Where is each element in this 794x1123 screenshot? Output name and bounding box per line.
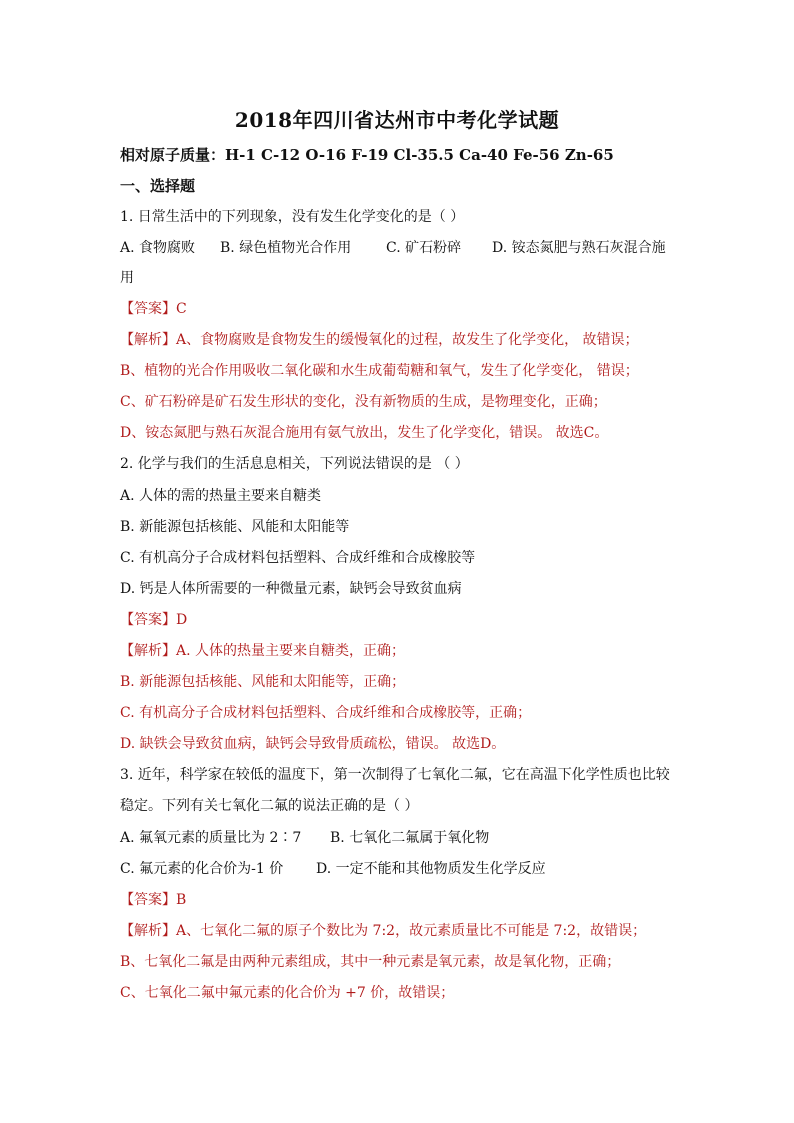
q3-option-a: A. 氟氧元素的质量比为 2∶7 (120, 830, 302, 846)
q2-option-c: C. 有机高分子合成材料包括塑料、合成纤维和合成橡胶等 (120, 550, 476, 566)
q3-option-b: B. 七氧化二氟属于氧化物 (330, 830, 490, 846)
q1-answer: 【答案】C (120, 301, 187, 317)
q3-option-d: D. 一定不能和其他物质发生化学反应 (316, 861, 546, 877)
q2-analysis-line: D. 缺铁会导致贫血病，缺钙会导致骨质疏松，错误。 故选D。 (120, 736, 506, 752)
q2-option-b: B. 新能源包括核能、风能和太阳能等 (120, 519, 350, 535)
q3-options-row-2 (120, 859, 680, 879)
q1-analysis-line: B、植物的光合作用吸收二氧化碳和水生成葡萄糖和氧气，发生了化学变化， 错误； (120, 363, 639, 379)
q1-analysis-line: D、铵态氮肥与熟石灰混合施用有氨气放出，发生了化学变化，错误。 故选C。 (120, 425, 609, 441)
q1-option-b: B. 绿色植物光合作用 (220, 240, 352, 256)
section-heading: 一、选择题 (120, 177, 196, 195)
q2-analysis-line: B. 新能源包括核能、风能和太阳能等，正确； (120, 674, 406, 690)
q3-stem: 3. 近年，科学家在较低的温度下，第一次制得了七氧化二氟，它在高温下化学性质也比较 (120, 767, 670, 783)
q1-option-c: C. 矿石粉碎 (386, 240, 462, 256)
q3-analysis-line: C、七氧化二氟中氟元素的化合价为 +7 价，故错误； (120, 985, 455, 1001)
q1-stem: 1. 日常生活中的下列现象，没有发生化学变化的是（ ） (120, 209, 465, 225)
q3-analysis-line: B、七氧化二氟是由两种元素组成，其中一种元素是氧元素，故是氧化物，正确； (120, 954, 621, 970)
q1-options (120, 238, 680, 258)
q2-option-a: A. 人体的需的热量主要来自糖类 (120, 488, 322, 504)
q1-option-d-cont: 用 (120, 270, 134, 286)
q2-analysis-line: 【解析】A. 人体的热量主要来自糖类，正确； (120, 643, 406, 659)
q2-answer: 【答案】D (120, 612, 188, 628)
q1-option-d: D. 铵态氮肥与熟石灰混合施 (492, 240, 666, 256)
q2-stem: 2. 化学与我们的生活息息相关，下列说法错误的是 （ ） (120, 456, 469, 472)
q1-analysis-line: C、矿石粉碎是矿石发生形状的变化，没有新物质的生成，是物理变化，正确； (120, 394, 607, 410)
page-title: 2018年四川省达州市中考化学试题 (234, 108, 560, 132)
q3-answer: 【答案】B (120, 892, 187, 908)
q3-analysis-line: 【解析】A、七氧化二氟的原子个数比为 7:2，故元素质量比不可能是 7:2，故错误； (120, 923, 647, 939)
q2-option-d: D. 钙是人体所需要的一种微量元素，缺钙会导致贫血病 (120, 581, 462, 597)
q3-option-c: C. 氟元素的化合价为-1 价 (120, 861, 284, 877)
atomic-mass-line: 相对原子质量：H-1 C-12 O-16 F-19 Cl-35.5 Ca-40 Fe-56 Zn-65 (120, 146, 614, 164)
q2-analysis-line: C. 有机高分子合成材料包括塑料、合成纤维和合成橡胶等，正确； (120, 705, 532, 721)
q1-option-a: A. 食物腐败 (120, 240, 196, 256)
q3-options-row-1 (120, 828, 680, 848)
q1-analysis-line: 【解析】A、食物腐败是食物发生的缓慢氧化的过程，故发生了化学变化， 故错误； (120, 332, 639, 348)
q3-stem-cont: 稳定。下列有关七氧化二氟的说法正确的是（ ） (120, 798, 419, 814)
